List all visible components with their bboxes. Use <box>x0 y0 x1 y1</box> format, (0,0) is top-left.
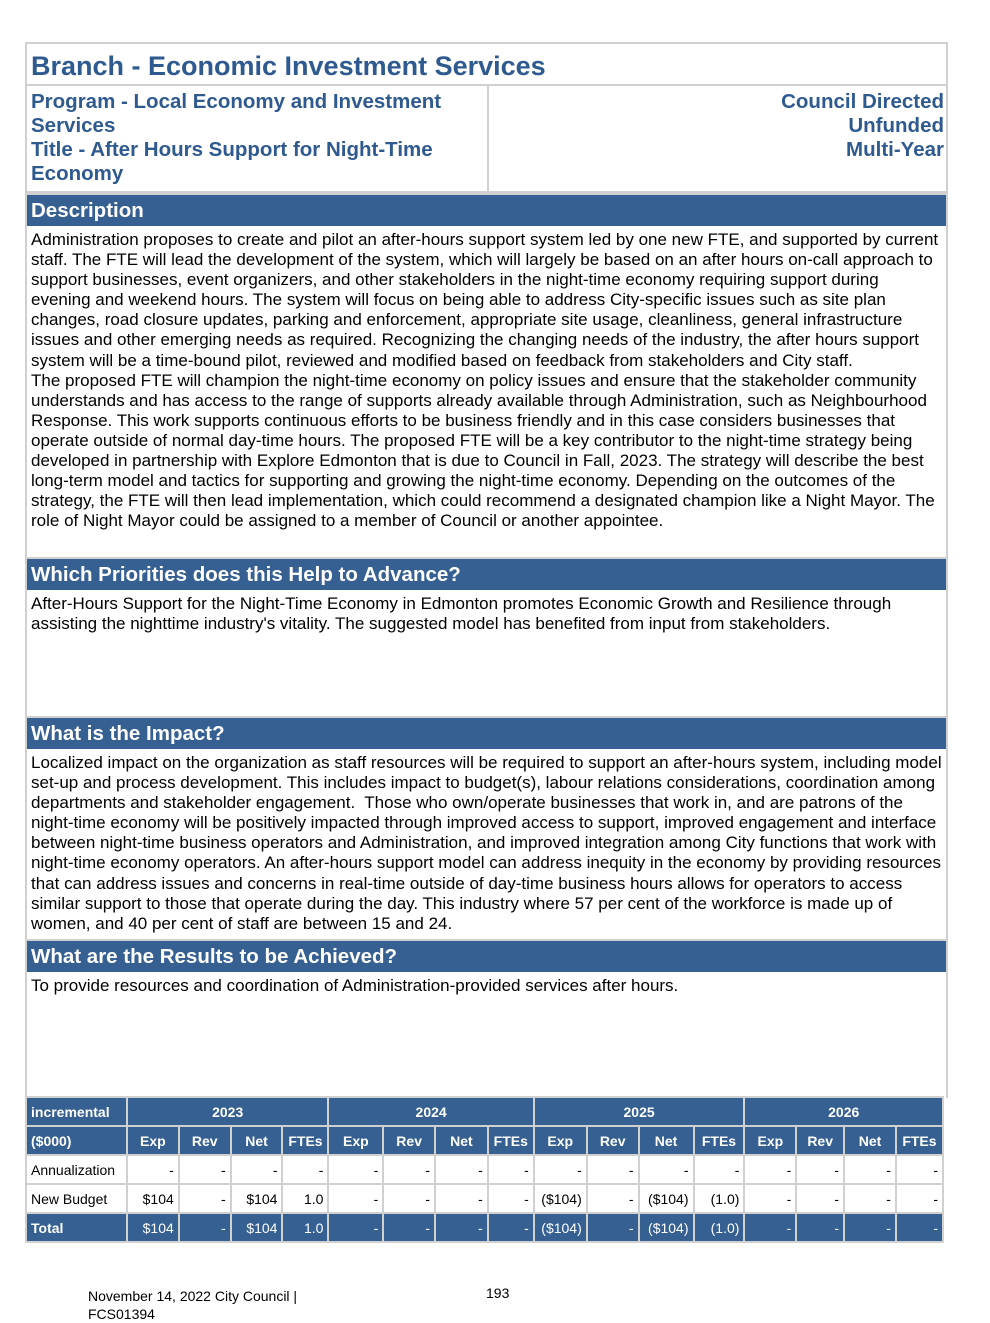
cell: $104 <box>231 1213 283 1242</box>
table-row <box>26 1155 943 1184</box>
cell: ($104) <box>534 1213 587 1242</box>
year-2024: 2024 <box>328 1097 533 1126</box>
col-rev: Rev <box>179 1126 231 1155</box>
page-number: 193 <box>486 1285 510 1301</box>
year-2023: 2023 <box>127 1097 329 1126</box>
cell: - <box>488 1155 534 1184</box>
cell: - <box>744 1184 796 1213</box>
row-label: New Budget <box>26 1184 127 1213</box>
total-row <box>26 1213 943 1242</box>
footer-meeting: November 14, 2022 City Council | FCS01394 <box>88 1288 298 1322</box>
cell: ($104) <box>639 1213 694 1242</box>
cell: - <box>231 1155 283 1184</box>
description-heading: Description <box>27 193 946 226</box>
results-body: To provide resources and coordination of Administration-provided services after hours. <box>31 976 679 995</box>
col-rev: Rev <box>587 1126 639 1155</box>
budget-sheet <box>25 42 948 1098</box>
col-ftes: FTEs <box>896 1126 943 1155</box>
cell: - <box>844 1155 896 1184</box>
col-net: Net <box>435 1126 488 1155</box>
cell: - <box>383 1155 435 1184</box>
corner-units: ($000) <box>26 1126 127 1155</box>
col-net: Net <box>844 1126 896 1155</box>
description-body: Administration proposes to create and pilot an after-hours support system led by one new FTE, and supported by current staff. The FTE will lead the development of the system, which will largely be based on an after hours on-call approach to support businesses, event organizers, and other stakeholders in the night-time economy requiring support during evening and weekend hours. The system will focus on being able to address City-specific issues such as site plan changes, road closure updates, parking and enforcement, appropriate site usage, cleanliness, general infrastructure issues and other emerging needs as required. Recognizing the changing needs of the industry, the after hours support system will be a time-bound pilot, reviewed and modified based on feedback from stakeholders and City staff. The proposed FTE will champion the night-time economy on policy issues and ensure that the stakeholder community understands and has access to the range of supports already available through Administration, such as Neighbourhood Response. This work supports continuous efforts to be business friendly and in this case considers businesses that operate outside of normal day-time hours. The proposed FTE will be a key contributor to the night-time strategy being developed in partnership with Explore Edmonton that is due to Council in Fall, 2023. The strategy will describe the best long-term model and tactics for supporting and growing the night-time economy. Depending on the outcomes of the strategy, the FTE will then lead implementation, which could recommend a designated champion like a Night Mayor. The role of Night Mayor could be assigned to a member of Council or another appointee. <box>31 230 939 531</box>
col-net: Net <box>639 1126 694 1155</box>
funding-status <box>489 86 946 191</box>
cell: - <box>383 1184 435 1213</box>
cell: - <box>796 1184 844 1213</box>
impact-body: Localized impact on the organization as staff resources will be required to support an after-hours system, including model set-up and process development. This includes impact to budget(s), labour relations considerations, coordination among departments and stakeholder engagement. Those who own/operate businesses that work in, and are patrons of the night-time economy will be positively impacted through improved access to support, improved engagement and interface between night-time business operators and Administration, and improved integration among City functions that work with night-time economy operators. An after-hours support model can address inequity in the economy by providing resources that can address issues and concerns in real-time outside of day-time business hours allows for operators to access similar support to those that operate during the day. This industry where 57 per cent of the workforce is made up of women, and 40 per cent of staff are between 15 and 24. <box>31 753 947 933</box>
cell: - <box>587 1213 639 1242</box>
cell: - <box>896 1155 943 1184</box>
cell: - <box>435 1184 488 1213</box>
cell: - <box>587 1184 639 1213</box>
cell: - <box>383 1213 435 1242</box>
col-rev: Rev <box>383 1126 435 1155</box>
cell: 1.0 <box>282 1213 328 1242</box>
col-ftes: FTEs <box>694 1126 745 1155</box>
branch-title: Branch - Economic Investment Services <box>27 44 946 86</box>
program-row <box>27 86 946 193</box>
cell: - <box>796 1155 844 1184</box>
cell: - <box>694 1155 745 1184</box>
priorities-body: After-Hours Support for the Night-Time Economy in Edmonton promotes Economic Growth and Resilience through assisting the nighttime industry's vitality. The suggested model has benefited from input from stakeholders. <box>31 594 896 634</box>
cell: - <box>587 1155 639 1184</box>
cell: - <box>534 1155 587 1184</box>
row-label: Annualization <box>26 1155 127 1184</box>
col-exp: Exp <box>534 1126 587 1155</box>
cell: (1.0) <box>694 1213 745 1242</box>
cell: ($104) <box>534 1184 587 1213</box>
cell: - <box>179 1213 231 1242</box>
corner-incremental: incremental <box>26 1097 127 1126</box>
cell: - <box>328 1155 383 1184</box>
year-2025: 2025 <box>534 1097 745 1126</box>
impact-heading: What is the Impact? <box>27 716 946 749</box>
col-exp: Exp <box>328 1126 383 1155</box>
cell: - <box>179 1184 231 1213</box>
cell: - <box>896 1213 943 1242</box>
cell: $104 <box>231 1184 283 1213</box>
status-council-directed: Council Directed <box>781 90 944 113</box>
col-ftes: FTEs <box>282 1126 328 1155</box>
col-exp: Exp <box>744 1126 796 1155</box>
cell: - <box>488 1184 534 1213</box>
cell: - <box>328 1213 383 1242</box>
results-heading: What are the Results to be Achieved? <box>27 939 946 972</box>
cell: - <box>844 1184 896 1213</box>
program-name: Program - Local Economy and Investment Services <box>31 90 442 137</box>
cell: - <box>435 1155 488 1184</box>
cell: 1.0 <box>282 1184 328 1213</box>
cell: - <box>796 1213 844 1242</box>
cell: $104 <box>127 1213 179 1242</box>
financial-table <box>25 1096 944 1243</box>
cell: ($104) <box>639 1184 694 1213</box>
cell: - <box>328 1184 383 1213</box>
cell: - <box>744 1155 796 1184</box>
cell: - <box>435 1213 488 1242</box>
col-exp: Exp <box>127 1126 179 1155</box>
year-2026: 2026 <box>744 1097 943 1126</box>
cell: - <box>744 1213 796 1242</box>
priorities-heading: Which Priorities does this Help to Advance? <box>27 557 946 590</box>
cell: - <box>896 1184 943 1213</box>
program-title: Title - After Hours Support for Night-Time Economy <box>31 138 433 185</box>
row-label: Total <box>26 1213 127 1242</box>
cell: - <box>179 1155 231 1184</box>
table-row <box>26 1184 943 1213</box>
col-rev: Rev <box>796 1126 844 1155</box>
program-info <box>27 86 489 191</box>
status-multi-year: Multi-Year <box>846 138 944 161</box>
year-header-row <box>26 1097 943 1126</box>
cell: - <box>488 1213 534 1242</box>
cell: $104 <box>127 1184 179 1213</box>
col-net: Net <box>231 1126 283 1155</box>
status-unfunded: Unfunded <box>848 114 944 137</box>
column-header-row <box>26 1126 943 1155</box>
cell: - <box>639 1155 694 1184</box>
cell: - <box>844 1213 896 1242</box>
cell: - <box>127 1155 179 1184</box>
cell: (1.0) <box>694 1184 745 1213</box>
cell: - <box>282 1155 328 1184</box>
col-ftes: FTEs <box>488 1126 534 1155</box>
